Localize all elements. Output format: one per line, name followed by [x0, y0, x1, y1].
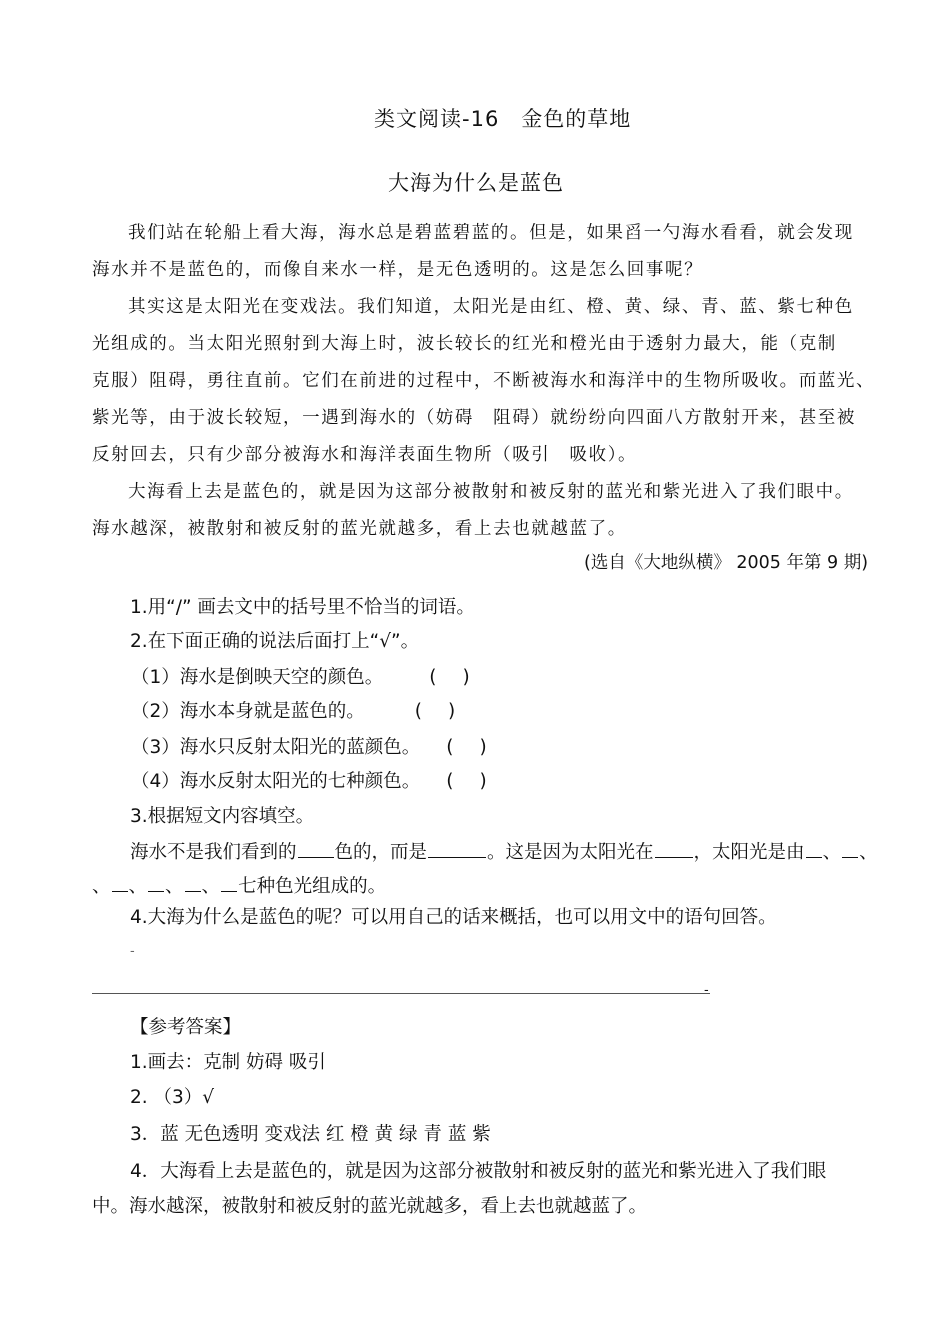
article-line: 海水并不是蓝色的，而像自来水一样，是无色透明的。这是怎么回事呢？ [92, 260, 704, 280]
article-line: 海水越深，被散射和被反射的蓝光就越多，看上去也就越蓝了。 [92, 519, 627, 539]
fill-blank[interactable] [185, 875, 201, 892]
page-title: 类文阅读-16 金色的草地 [374, 107, 632, 131]
article-line: 反射回去，只有少部分被海水和海洋表面生物所（吸引 吸收）。 [92, 445, 638, 465]
answer-line-end-mark: - [704, 983, 709, 998]
q2-item-text: （2）海水本身就是蓝色的。 [131, 701, 365, 722]
answer-4-line-2: 中。海水越深，被散射和被反射的蓝光就越多，看上去也就越蓝了。 [92, 1196, 648, 1217]
article-line: 紫光等，由于波长较短，一遇到海水的（妨碍 阻碍）就纷纷向四面八方散射开来，甚至被 [92, 408, 856, 428]
q3-fill-line-2: 、 、 、 、 七种色光组成的。 [92, 876, 387, 897]
fill-blank[interactable] [298, 841, 334, 858]
answer-4-line-1: 4．大海看上去是蓝色的，就是因为这部分被散射和被反射的蓝光和紫光进入了我们眼 [130, 1161, 827, 1182]
fill-blank[interactable] [428, 841, 486, 858]
answer-line-mark: - [130, 944, 135, 959]
answers-heading: 【参考答案】 [130, 1017, 242, 1038]
fill-blank[interactable] [655, 841, 693, 858]
question-2: 2.在下面正确的说法后面打上“√”。 [130, 631, 420, 652]
answer-line[interactable] [92, 993, 710, 994]
answer-2: 2. （3）√ [130, 1087, 215, 1108]
answer-3: 3．蓝 无色透明 变戏法 红 橙 黄 绿 青 蓝 紫 [130, 1124, 491, 1145]
q2-item-text: （4）海水反射太阳光的七种颜色。 [131, 771, 421, 792]
answer-1: 1.画去：克制 妨碍 吸引 [130, 1052, 326, 1073]
answer-paren[interactable]: ( ) [429, 667, 470, 688]
fill-blank[interactable] [806, 841, 822, 858]
q2-item [131, 733, 487, 759]
answer-paren[interactable]: ( ) [446, 771, 487, 792]
fill-blank[interactable] [221, 875, 237, 892]
question-3: 3.根据短文内容填空。 [130, 806, 315, 827]
article-source: (选自《大地纵横》 2005 年第 9 期) [584, 553, 869, 573]
fill-blank[interactable] [148, 875, 164, 892]
q2-item-text: （3）海水只反射太阳光的蓝颜色。 [131, 737, 421, 758]
article-line: 其实这是太阳光在变戏法。我们知道，太阳光是由红、橙、黄、绿、青、蓝、紫七种色 [128, 297, 854, 317]
answer-paren[interactable]: ( ) [414, 701, 456, 722]
q2-item [131, 663, 470, 689]
fill-blank[interactable] [842, 841, 858, 858]
q2-item-text: （1）海水是倒映天空的颜色。 [131, 667, 384, 688]
fill-blank[interactable] [112, 875, 128, 892]
q2-item [131, 697, 455, 723]
question-4: 4.大海为什么是蓝色的呢？可以用自己的话来概括，也可以用文中的语句回答。 [130, 907, 777, 928]
q2-item [131, 767, 487, 793]
article-line: 大海看上去是蓝色的，就是因为这部分被散射和被反射的蓝光和紫光进入了我们眼中。 [128, 482, 854, 502]
q3-fill-line-1: 海水不是我们看到的 色的，而是 。这是因为太阳光在 ，太阳光是由 、 、 [130, 842, 878, 863]
article-line: 我们站在轮船上看大海，海水总是碧蓝碧蓝的。但是，如果舀一勺海水看看，就会发现 [128, 223, 854, 243]
article-title: 大海为什么是蓝色 [388, 171, 564, 195]
article-line: 光组成的。当太阳光照射到大海上时，波长较长的红光和橙光由于透射力最大，能（克制 [92, 334, 837, 354]
article-line: 克服）阻碍，勇往直前。它们在前进的过程中，不断被海水和海洋中的生物所吸收。而蓝光、 [92, 371, 876, 391]
answer-paren[interactable]: ( ) [446, 737, 487, 758]
question-1: 1.用“/” 画去文中的括号里不恰当的词语。 [130, 597, 475, 618]
